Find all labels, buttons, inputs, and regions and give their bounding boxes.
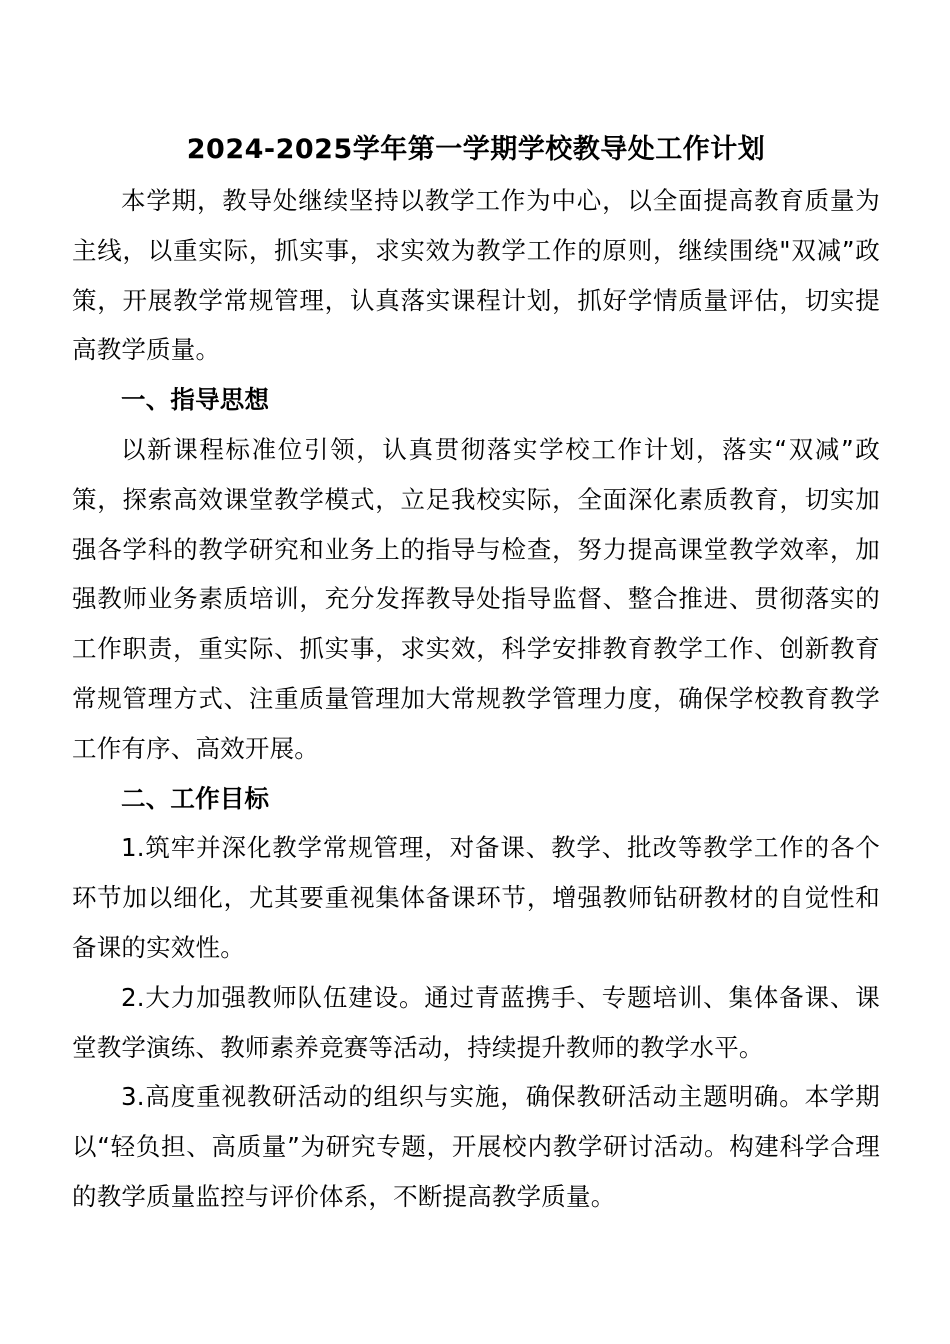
work-goal-item-2: 2.大力加强教师队伍建设。通过青蓝携手、专题培训、集体备课、课堂教学演练、教师素养竞赛等活动，持续提升教师的教学水平。 — [72, 982, 880, 1062]
section-heading-guiding-ideology: 一、指导思想 — [121, 385, 270, 415]
guiding-ideology-paragraph: 以新课程标准位引领，认真贯彻落实学校工作计划，落实“双减”政策，探索高效课堂教学模式，立足我校实际，全面深化素质教育，切实加强各学科的教学研究和业务上的指导与检查，努力提高课堂教学效率，加强教师业务素质培训，充分发挥教导处指导监督、整合推进、贯彻落实的工作职责，重实际、抓实事，求实效，科学安排教育教学工作、创新教育常规管理方式、注重质量管理加大常规教学管理力度，确保学校教育教学工作有序、高效开展。 — [72, 434, 880, 763]
document-page — [72, 124, 880, 1222]
work-goal-item-1: 1.筑牢并深化教学常规管理，对备课、教学、批改等教学工作的各个环节加以细化，尤其要重视集体备课环节，增强教师钻研教材的自觉性和备课的实效性。 — [72, 833, 880, 962]
section-heading-work-goals: 二、工作目标 — [121, 783, 270, 813]
intro-paragraph: 本学期，教导处继续坚持以教学工作为中心，以全面提高教育质量为主线，以重实际，抓实事，求实效为教学工作的原则，继续围绕"双减”政策，开展教学常规管理，认真落实课程计划，抓好学情质量评估，切实提高教学质量。 — [72, 186, 880, 365]
document-title: 2024-2025学年第一学期学校教导处工作计划 — [186, 134, 766, 165]
work-goal-item-3: 3.高度重视教研活动的组织与实施，确保教研活动主题明确。本学期以“轻负担、高质量”为研究专题，开展校内教学研讨活动。构建科学合理的教学质量监控与评价体系，不断提高教学质量。 — [72, 1082, 880, 1211]
